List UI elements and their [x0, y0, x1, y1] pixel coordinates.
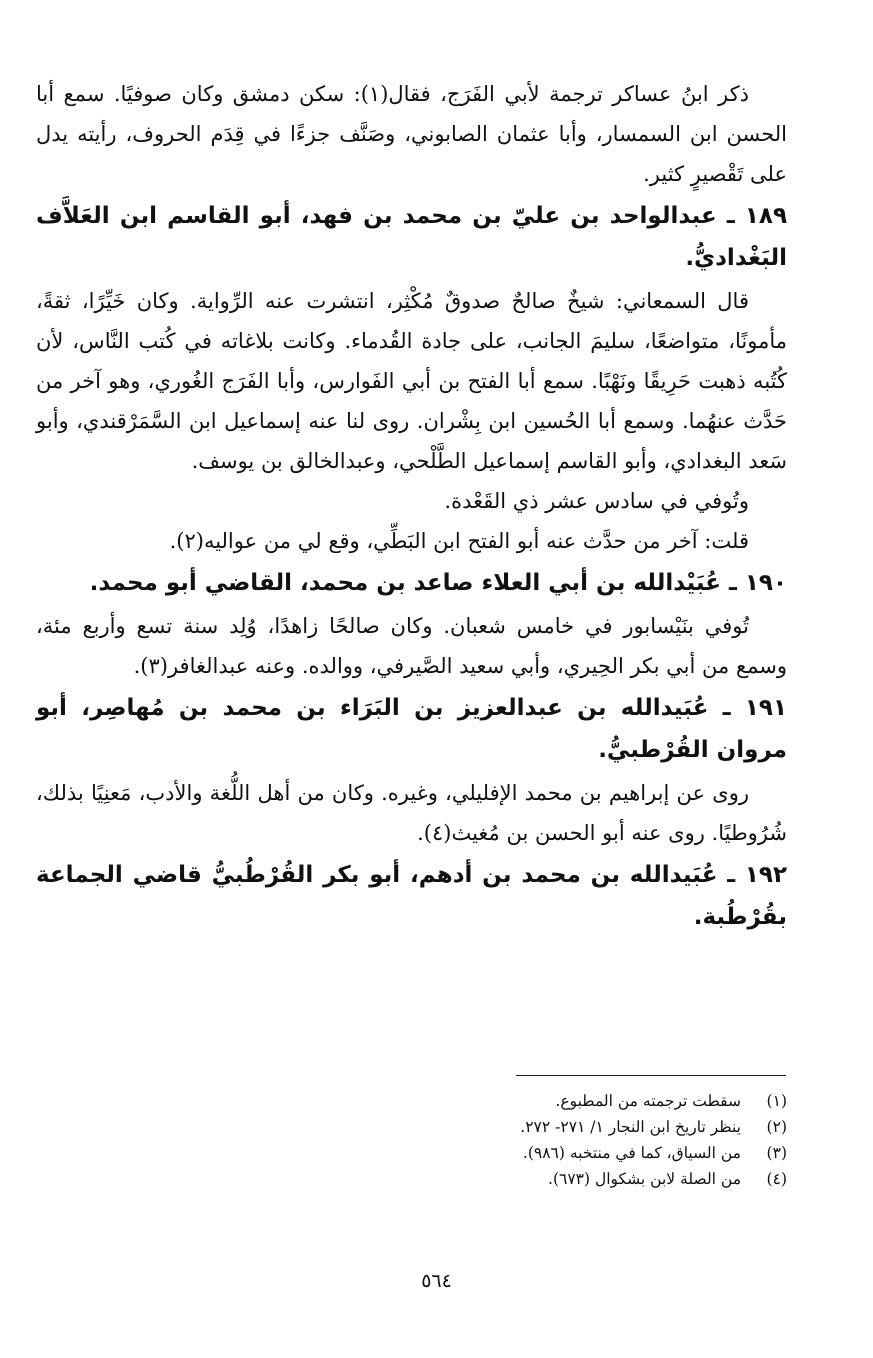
page-number: ٥٦٤ [421, 1270, 452, 1292]
entry-189-remark: قلت: آخر من حدَّث عنه أبو الفتح ابن البَطِّي، وقع لي من عواليه(٢). [169, 529, 749, 553]
footnote [367, 1166, 787, 1192]
footnote [367, 1088, 787, 1114]
entry-191-heading: ١٩١ ـ عُبَيدالله بن عبدالعزيز بن البَرَاء بن محمد بن مُهاصِر، أبو مروان القُرْطبيُّ. [36, 695, 787, 763]
footnote [367, 1114, 787, 1140]
entry-190-heading: ١٩٠ ـ عُبَيْدالله بن أبي العلاء صاعد بن محمد، القاضي أبو محمد. [89, 570, 787, 596]
footnote-text: سقطت ترجمته من المطبوع. [555, 1092, 741, 1110]
entry-189-paragraph: قال السمعاني: شيخٌ صالحٌ صدوقٌ مُكْثِر، انتشرت عنه الرِّواية. وكان خَيِّرًا، ثقةً، مأمونًا، متواضعًا، سليمَ الجانب، على جادة القُدماء. وكانت بلاغاته في كُتب النَّاس، لأن كُتُبه ذهبت حَرِيقًا ونَهْبًا. سمع أبا الفتح بن أبي الفَوارس، وأبا الفَرَج الغُوري، وهو آخر من حَدَّث عنهُما. وسمع أبا الحُسين ابن بِشْران. روى لنا عنه إسماعيل ابن السَّمَرْقندي، وأبو سَعد البغدادي، وأبو القاسم إسماعيل الطَّلْحي، وعبدالخالق بن يوسف. [36, 289, 787, 473]
footnote [367, 1140, 787, 1166]
footnote-text: من السياق، كما في منتخبه (٩٨٦). [522, 1144, 741, 1162]
entry-190-paragraph: تُوفي بنَيْسابور في خامس شعبان. وكان صالحًا زاهدًا، وُلِد سنة تسع وأربع مئة، وسمع من أبي بكر الحِيري، وأبي سعيد الصَّيرفي، ووالده. وعنه عبدالغافر(٣). [36, 614, 787, 678]
footnote-number: (٣) [766, 1144, 787, 1162]
entry-192-heading: ١٩٢ ـ عُبَيدالله بن محمد بن أدهم، أبو بكر القُرْطُبيُّ قاضي الجماعة بقُرْطُبة. [36, 862, 787, 930]
footnote-text: من الصلة لابن بشكوال (٦٧٣). [548, 1170, 741, 1188]
entry-189-heading: ١٨٩ ـ عبدالواحد بن عليّ بن محمد بن فهد، أبو القاسم ابن العَلاَّف البَغْداديُّ. [36, 203, 787, 271]
page-body [36, 74, 787, 940]
intro-paragraph: ذكر ابنُ عساكر ترجمة لأبي الفَرَج، فقال(١): سكن دمشق وكان صوفيًا. سمع أبا الحسن ابن السمسار، وأبا عثمان الصابوني، وصَنَّف جزءًا في قِدَم الحروف، رأيته يدل على تَقْصيرٍ كثير. [36, 82, 787, 186]
footnote-divider [516, 1075, 786, 1076]
entry-189-death-note: وتُوفي في سادس عشر ذي القَعْدة. [444, 489, 749, 513]
footnote-number: (٤) [766, 1170, 787, 1188]
footnotes [367, 1088, 787, 1192]
footnote-text: ينظر تاريخ ابن النجار ١/ ٢٧١- ٢٧٢. [520, 1118, 741, 1136]
footnote-number: (١) [766, 1092, 787, 1110]
footnote-number: (٢) [766, 1118, 787, 1136]
entry-191-paragraph: روى عن إبراهيم بن محمد الإفليلي، وغيره. وكان من أهل اللُّغة والأدب، مَعنِيًا بذلك، شُرُوطيًا. روى عنه أبو الحسن بن مُغيث(٤). [36, 781, 787, 845]
